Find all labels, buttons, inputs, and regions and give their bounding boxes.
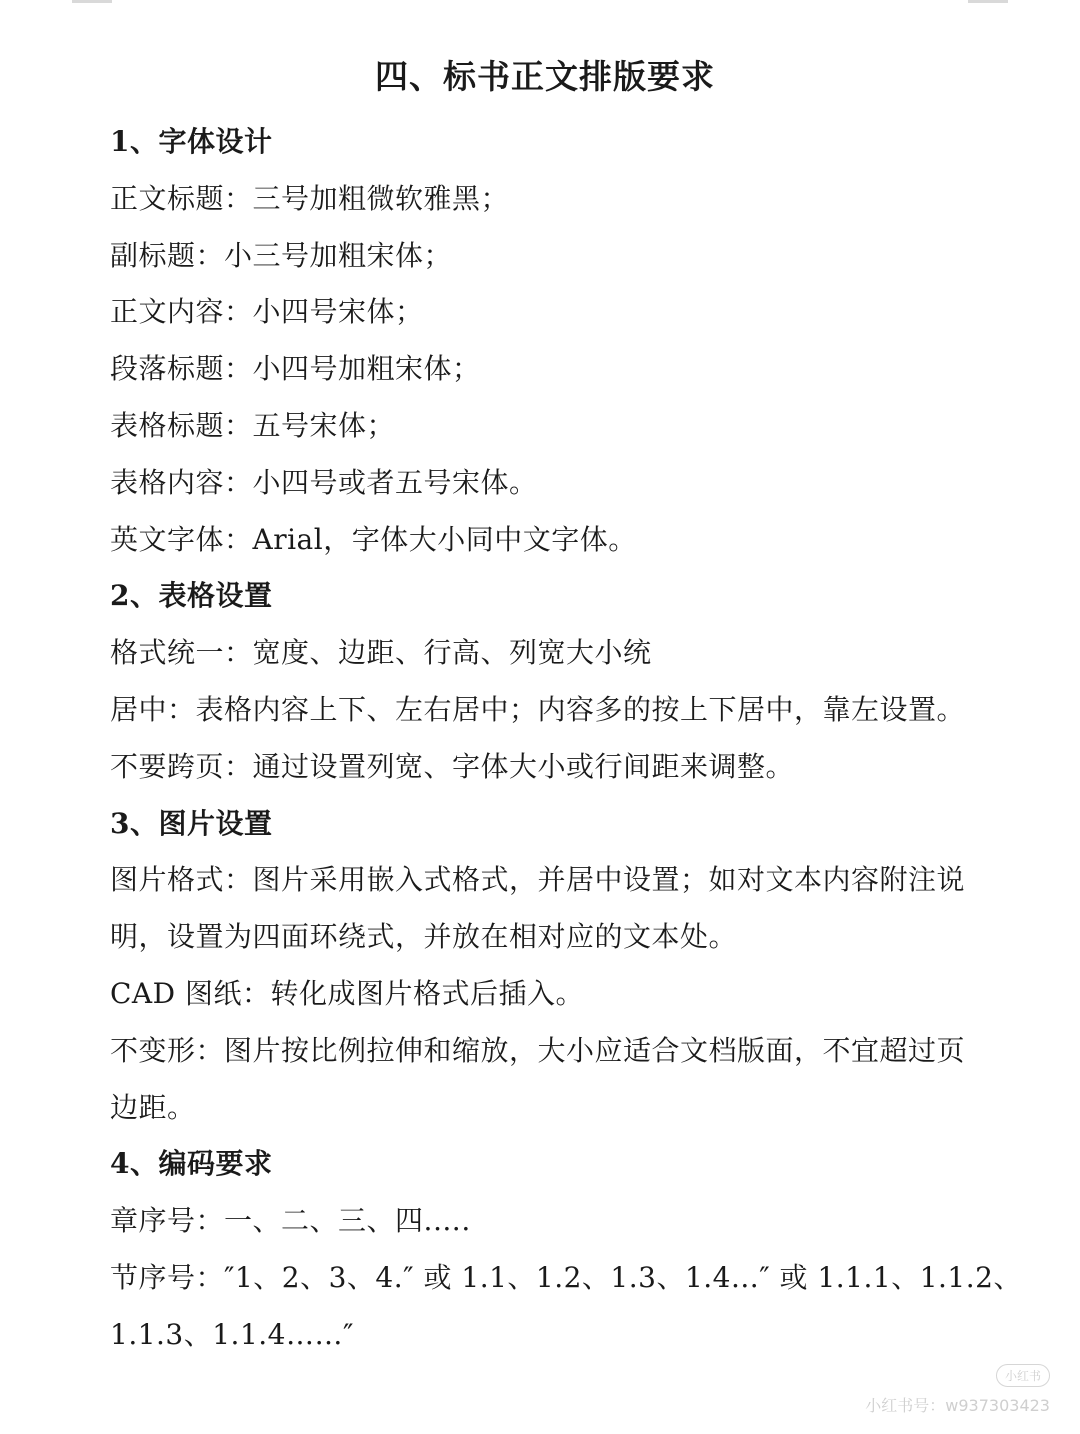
watermark-text: 小红书号：w937303423 (865, 1396, 1050, 1415)
watermark (865, 1364, 1050, 1416)
body-line: 不要跨页：通过设置列宽、字体大小或行间距来调整。 (110, 749, 795, 783)
watermark-logo: 小红书 (996, 1364, 1050, 1387)
section-heading-image-settings: 3、图片设置 (110, 806, 273, 840)
body-line: 图片格式：图片采用嵌入式格式，并居中设置；如对文本内容附注说 (110, 863, 966, 897)
body-line: 节序号：″1、2、3、4.″ 或 1.1、1.2、1.3、1.4...″ 或 1.1.1、1.1.2、 (110, 1260, 1022, 1294)
body-line: 正文内容：小四号宋体； (110, 295, 424, 329)
document-body (110, 114, 1022, 1364)
top-edge-mark-left (72, 0, 112, 3)
body-line: 明，设置为四面环绕式，并放在相对应的文本处。 (110, 920, 738, 954)
body-line: 正文标题：三号加粗微软雅黑； (110, 181, 510, 215)
body-line: 表格内容：小四号或者五号宋体。 (110, 465, 538, 499)
top-edge-mark-right (968, 0, 1008, 3)
body-line: 1.1.3、1.1.4……″ (110, 1317, 354, 1351)
body-line: CAD 图纸：转化成图片格式后插入。 (110, 976, 584, 1010)
document-title: 四、标书正文排版要求 (375, 57, 715, 96)
section-heading-numbering: 4、编码要求 (110, 1147, 273, 1181)
body-line: 居中：表格内容上下、左右居中；内容多的按上下居中，靠左设置。 (110, 692, 966, 726)
body-line: 格式统一：宽度、边距、行高、列宽大小统 (110, 636, 652, 670)
body-line: 不变形：图片按比例拉伸和缩放，大小应适合文档版面，不宜超过页 (110, 1033, 966, 1067)
body-line: 副标题：小三号加粗宋体； (110, 238, 453, 272)
section-heading-table-settings: 2、表格设置 (110, 579, 273, 613)
body-line: 边距。 (110, 1090, 196, 1124)
body-line: 英文字体：Arial，字体大小同中文字体。 (110, 522, 637, 556)
body-line: 表格标题：五号宋体； (110, 408, 396, 442)
body-line: 章序号：一、二、三、四.…. (110, 1204, 471, 1238)
section-heading-font-design: 1、字体设计 (110, 125, 273, 158)
body-line: 段落标题：小四号加粗宋体； (110, 352, 481, 386)
